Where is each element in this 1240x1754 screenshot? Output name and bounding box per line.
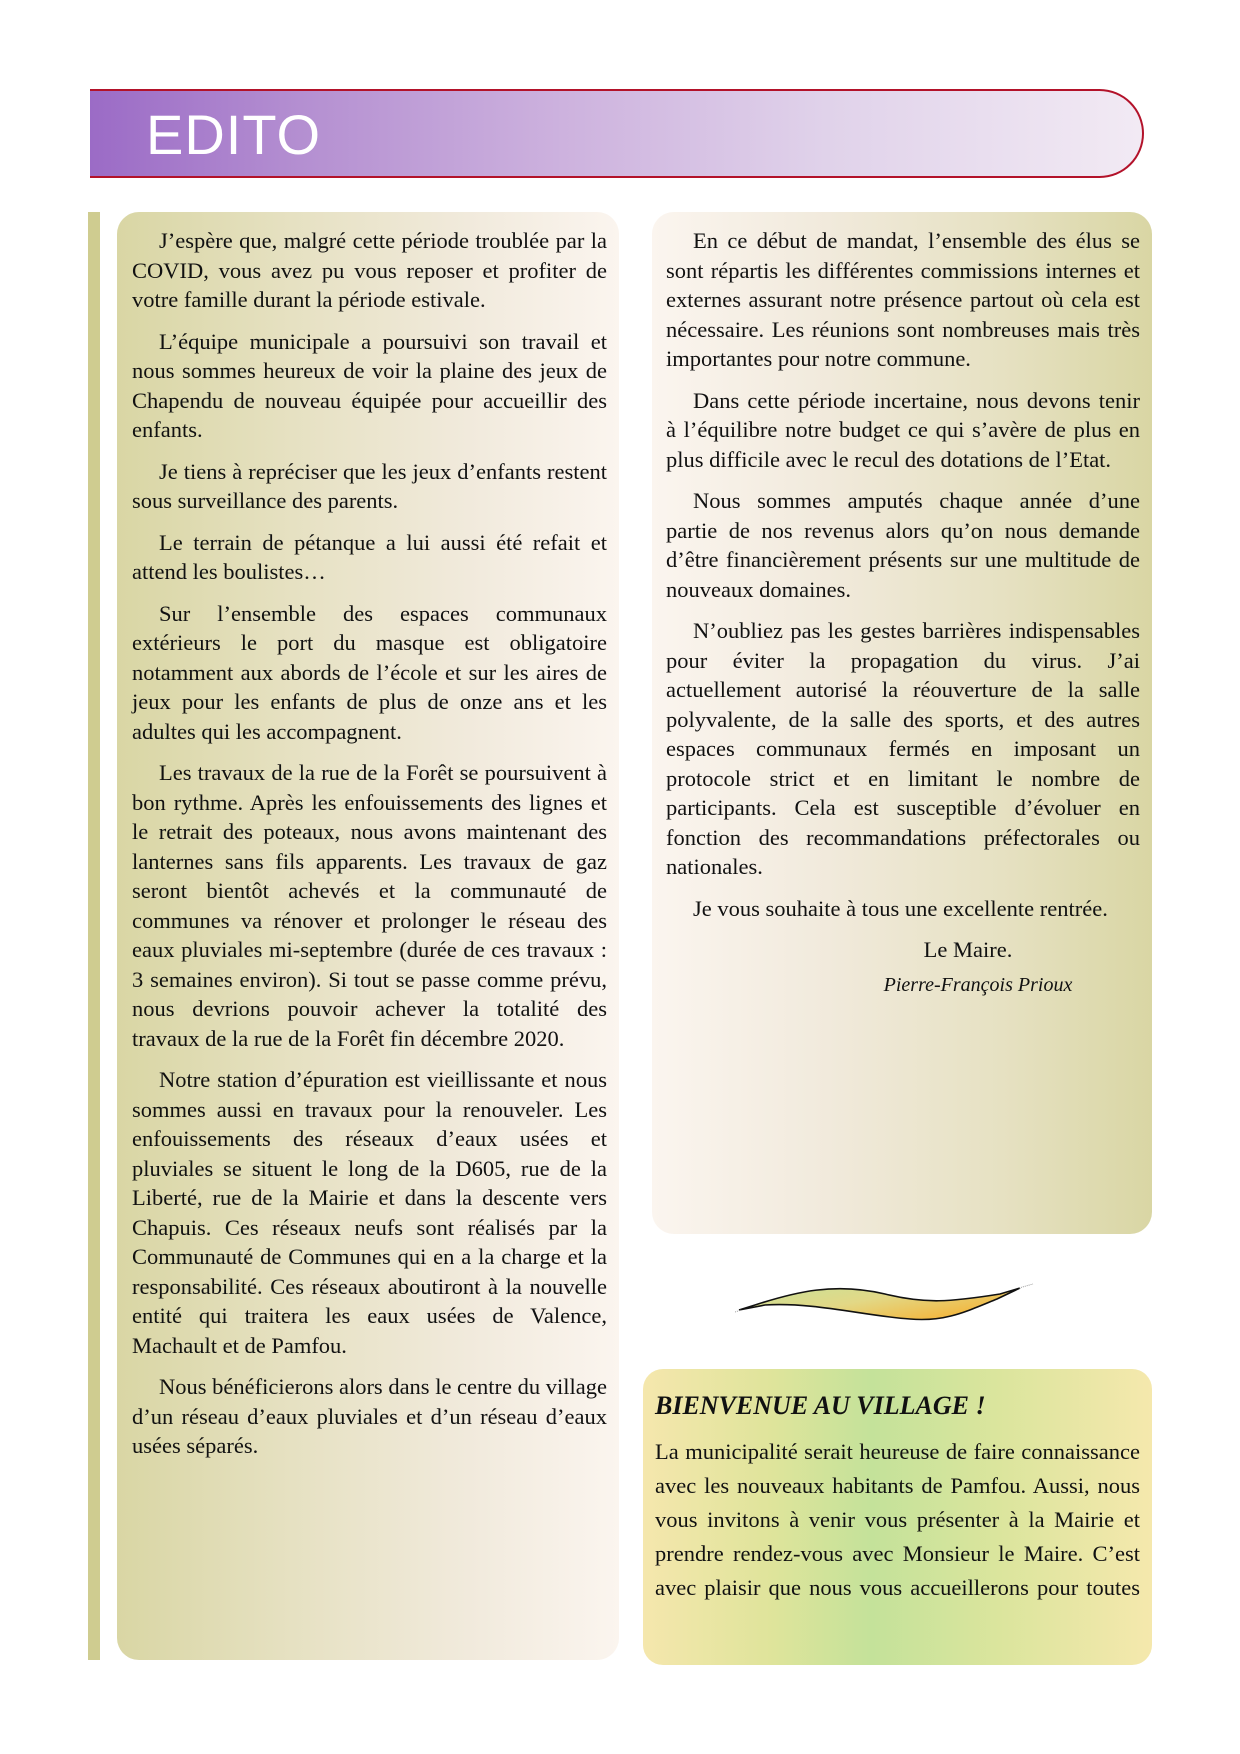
paragraph: Je tiens à repréciser que les jeux d’enfants restent sous surveillance des parents. bbox=[132, 458, 607, 513]
leaf-swoosh-icon bbox=[735, 1272, 1035, 1332]
welcome-box bbox=[643, 1369, 1152, 1665]
right-column-panel bbox=[652, 212, 1152, 1234]
paragraph: L’équipe municipale a poursuivi son travail et nous sommes heureux de voir la plaine des jeux de Chapendu de nouveau équipée pour accueillir des enfants. bbox=[132, 328, 607, 442]
decorative-side-bar bbox=[88, 212, 100, 1660]
edito-banner bbox=[90, 89, 1144, 178]
paragraph: Notre station d’épuration est vieillissante et nous sommes aussi en travaux pour la renouveler. Les enfouissements des réseaux d’eaux usées et pluviales se situent le long de la D605, rue de la Liberté, rue de la Mairie et dans la descente vers Chapuis. Ces réseaux neufs sont réalisés par la Communauté de Communes qui en a la charge et la responsabilité. Ces réseaux aboutiront à la nouvelle entité qui traitera les eaux usées de Valence, Machault et de Pamfou. bbox=[132, 1067, 607, 1358]
signature-name: Pierre-François Prioux bbox=[883, 974, 1073, 996]
paragraph: N’oubliez pas les gestes barrières indispensables pour éviter la propagation du virus. J’ai actuellement autorisé la réouverture de la salle polyvalente, de la salle des sports, et des autres espaces communaux fermés en imposant un protocole strict et en limitant le nombre de participants. Cela est susceptible d’évoluer en fonction des recommandations préfectorales ou nationales. bbox=[666, 618, 1140, 879]
paragraph: Je vous souhaite à tous une excellente rentrée. bbox=[693, 895, 1108, 921]
signature-role: Le Maire. bbox=[923, 937, 1013, 962]
paragraph: Le terrain de pétanque a lui aussi été refait et attend les boulistes… bbox=[132, 529, 607, 584]
paragraph: Nous sommes amputés chaque année d’une partie de nos revenus alors qu’on nous demande d’être financièrement présents sur une multitude de nouveaux domaines. bbox=[666, 488, 1140, 602]
paragraph: Nous bénéficierons alors dans le centre du village d’un réseau d’eaux pluviales et d’un réseau d’eaux usées séparés. bbox=[132, 1374, 607, 1458]
paragraph: J’espère que, malgré cette période troublée par la COVID, vous avez pu vous reposer et profiter de votre famille durant la période estivale. bbox=[132, 228, 607, 312]
welcome-title: BIENVENUE AU VILLAGE ! bbox=[655, 1391, 986, 1420]
page-title: EDITO bbox=[146, 103, 322, 166]
paragraph: Dans cette période incertaine, nous devons tenir à l’équilibre notre budget ce qui s’avère de plus en plus difficile avec le recul des dotations de l’Etat. bbox=[666, 387, 1140, 472]
paragraph: En ce début de mandat, l’ensemble des élus se sont répartis les différentes commissions internes et externes assurant notre présence partout où cela est nécessaire. Les réunions sont nombreuses mais très importantes pour notre commune. bbox=[666, 228, 1140, 371]
left-column-panel bbox=[117, 212, 619, 1660]
welcome-text: La municipalité serait heureuse de faire connaissance avec les nouveaux habitants de Pamfou. Aussi, nous vous invitons à venir vous présenter à la Mairie et prendre rendez-vous avec Monsieur le Maire. C’est avec plaisir que nous vous accueillerons pour toutes bbox=[655, 1439, 1140, 1600]
paragraph: Sur l’ensemble des espaces communaux extérieurs le port du masque est obligatoire notamment aux abords de l’école et sur les aires de jeux pour les enfants de plus de onze ans et les adultes qui les accompagnent. bbox=[132, 600, 607, 744]
paragraph: Les travaux de la rue de la Forêt se poursuivent à bon rythme. Après les enfouissements des lignes et le retrait des poteaux, nous avons maintenant des lanternes sans fils apparents. Les travaux de gaz seront bientôt achevés et la communauté de communes va rénover et prolonger le réseau des eaux pluviales mi-septembre (durée de ces travaux : 3 semaines environ). Si tout se passe comme prévu, nous devrions pouvoir achever la totalité des travaux de la rue de la Forêt fin décembre 2020. bbox=[132, 760, 607, 1051]
